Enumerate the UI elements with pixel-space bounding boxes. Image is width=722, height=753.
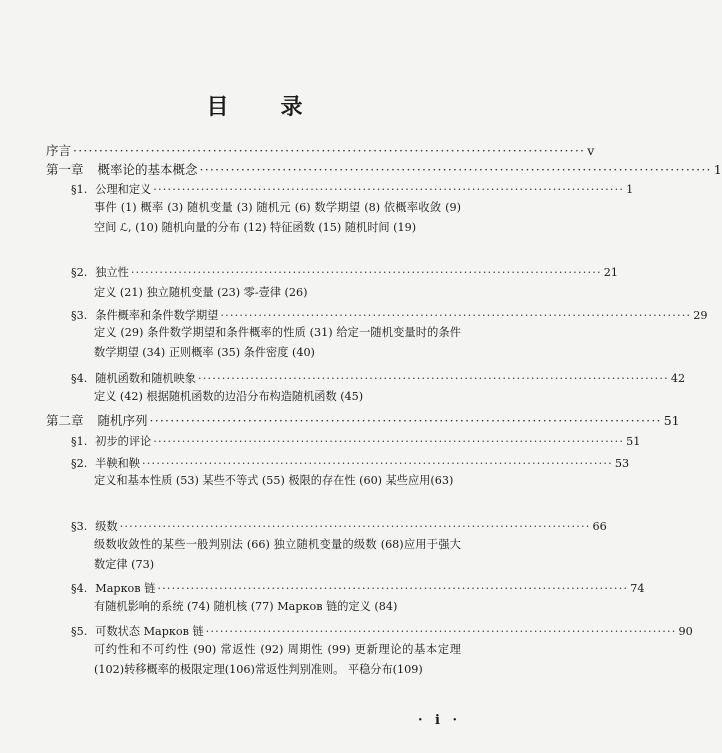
entry-label: 序言 [46, 143, 72, 158]
entry-label: 随机序列 [97, 413, 148, 428]
entry-page: 1 [713, 162, 722, 177]
entry-page: 53 [614, 457, 630, 470]
section-description: 级数收敛性的某些一般判别法 (66) 独立随机变量的级数 (68)应用于强大数定律 (73) [94, 538, 461, 571]
entry-page: v [587, 143, 595, 158]
dot-leader: ··································································································· [119, 520, 591, 533]
entry-page: 74 [630, 582, 645, 595]
chapter-number: 第一章 [46, 162, 84, 177]
toc-entry-section[interactable] [71, 307, 708, 323]
section-description: 有随机影响的系统 (74) 随机核 (77) Марков 链的定义 (84) [94, 600, 398, 613]
entry-page: 90 [678, 625, 693, 638]
dot-leader: ··································································································· [157, 582, 629, 595]
section-description: 事件 (1) 概率 (3) 随机变量 (3) 随机元 (6) 数学期望 (8) 依概率收敛 (9) 空间 ℒ, (10) 随机向量的分布 (12) 特征函数 (15) 随机时间 (19) [94, 201, 461, 234]
toc-entry-section[interactable] [71, 433, 641, 449]
section-number: §5. [71, 625, 88, 638]
section-description: 可约性和不可约性 (90) 常返性 (92) 周期性 (99) 更新理论的基本定理(102)转移概率的极限定理(106)常返性判别准则。 平稳分布(109) [94, 643, 461, 676]
page-title [0, 90, 509, 121]
entry-page: 66 [592, 520, 607, 533]
toc-entry-chapter-2[interactable] [46, 411, 680, 429]
toc-entry-preface[interactable] [46, 141, 595, 159]
entry-page: 1 [626, 183, 634, 196]
entry-page: 51 [626, 435, 641, 448]
section-description: 定义 (42) 根据随机函数的边沿分布构造随机函数 (45) [94, 390, 364, 403]
dot-leader: ··································································································· [220, 309, 692, 322]
entry-label: 初步的评论 [95, 435, 152, 448]
entry-label: 半鞅和鞅 [95, 457, 141, 470]
section-number: §1. [71, 183, 88, 196]
section-number: §3. [71, 520, 88, 533]
entry-label: 公理和定义 [95, 183, 152, 196]
entry-label: 独立性 [95, 266, 129, 279]
entry-page: 29 [693, 309, 708, 322]
section-number: §1. [71, 435, 88, 448]
section-number: §4. [71, 372, 88, 385]
section-number: §2. [71, 266, 88, 279]
toc-entry-section[interactable] [71, 181, 634, 197]
section-number: §4. [71, 582, 88, 595]
dot-leader: ··································································································· [197, 372, 669, 385]
entry-label: 条件概率和条件数学期望 [95, 309, 219, 322]
toc-entry-section[interactable] [71, 455, 630, 471]
toc-entry-section[interactable] [71, 518, 607, 534]
dot-leader: ··································································································· [130, 266, 602, 279]
entry-page: 51 [663, 413, 680, 428]
section-number: §3. [71, 309, 88, 322]
toc-entry-section[interactable] [71, 623, 693, 639]
toc-entry-section[interactable] [71, 264, 618, 280]
dot-leader: ··································································································· [142, 457, 613, 470]
page-folio: · i · [418, 713, 462, 728]
entry-label: 概率论的基本概念 [97, 162, 198, 177]
dot-leader: ··································································································· [153, 183, 625, 196]
dot-leader: ··································································································· [149, 413, 662, 428]
entry-label: 随机函数和随机映象 [95, 372, 196, 385]
entry-label: 可数状态 Марков 链 [95, 625, 204, 638]
title-char-right: 录 [280, 94, 303, 120]
entry-label: 级数 [95, 520, 118, 533]
toc-entry-section[interactable] [71, 370, 686, 386]
entry-page: 42 [670, 372, 686, 385]
dot-leader: ··································································································· [205, 625, 677, 638]
entry-page: 21 [603, 266, 618, 279]
chapter-number: 第二章 [46, 413, 84, 428]
toc-entry-chapter-1[interactable] [46, 160, 722, 178]
dot-leader: ··································································································· [199, 162, 712, 177]
toc-entry-section[interactable] [71, 580, 645, 596]
dot-leader: ··································································································· [73, 143, 586, 158]
dot-leader: ··································································································· [153, 435, 625, 448]
section-description: 定义 (21) 独立随机变量 (23) 零-壹律 (26) [94, 286, 308, 299]
section-description: 定义 (29) 条件数学期望和条件概率的性质 (31) 给定一随机变量时的条件数学期望 (34) 正则概率 (35) 条件密度 (40) [94, 326, 461, 359]
section-number: §2. [71, 457, 88, 470]
entry-label: Марков 链 [95, 582, 156, 595]
title-char-left: 目 [206, 94, 229, 120]
section-description: 定义和基本性质 (53) 某些不等式 (55) 极限的存在性 (60) 某些应用(63) [94, 474, 454, 487]
